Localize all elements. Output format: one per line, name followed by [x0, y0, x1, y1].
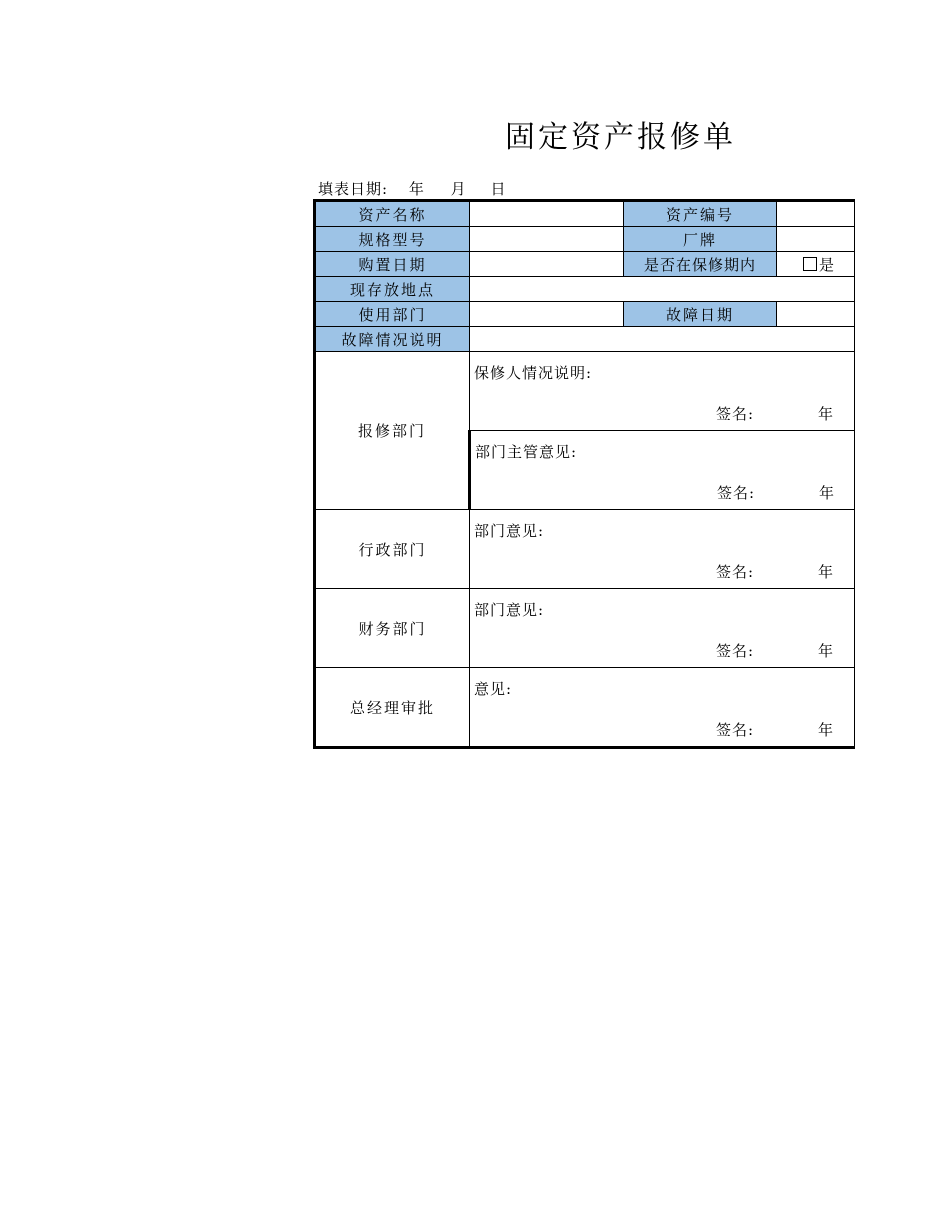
fault-desc-label: 故障情况说明: [315, 327, 470, 352]
fault-desc-field[interactable]: [470, 327, 855, 352]
fill-date-month[interactable]: 月: [450, 180, 466, 198]
brand-field[interactable]: [777, 227, 855, 252]
fill-date-label: 填表日期:: [318, 180, 389, 198]
location-label: 现存放地点: [315, 277, 470, 302]
spec-model-label: 规格型号: [315, 227, 470, 252]
manager-opinion-cell[interactable]: [470, 431, 855, 510]
purchase-date-label: 购置日期: [315, 252, 470, 277]
gm-opinion-label: 意见:: [474, 680, 513, 698]
report-dept-label: 报修部门: [315, 352, 470, 510]
sign-label: 签名:: [716, 563, 755, 581]
asset-no-label: 资产编号: [624, 201, 777, 227]
form-title: 固定资产报修单: [505, 120, 736, 155]
location-field[interactable]: [470, 277, 855, 302]
warranty-checkbox[interactable]: [777, 252, 855, 277]
spec-model-field[interactable]: [470, 227, 624, 252]
fault-date-label: 故障日期: [624, 302, 777, 327]
using-dept-label: 使用部门: [315, 302, 470, 327]
sign-label: 签名:: [716, 642, 755, 660]
admin-opinion-label: 部门意见:: [474, 522, 545, 540]
fault-date-field[interactable]: [777, 302, 855, 327]
checkbox-icon[interactable]: [803, 257, 817, 271]
admin-dept-label: 行政部门: [315, 510, 470, 589]
fill-date-day[interactable]: 日: [490, 180, 506, 198]
fill-date-year[interactable]: 年: [408, 180, 424, 198]
gm-opinion-cell[interactable]: [470, 668, 855, 748]
warranty-yes-label: 是: [819, 255, 835, 274]
asset-name-label: 资产名称: [315, 201, 470, 227]
year-label: 年: [818, 721, 834, 739]
warranty-label: 是否在保修期内: [624, 252, 777, 277]
sign-label: 签名:: [716, 721, 755, 739]
year-label: 年: [818, 405, 834, 423]
finance-opinion-cell[interactable]: [470, 589, 855, 668]
using-dept-field[interactable]: [470, 302, 624, 327]
asset-no-field[interactable]: [777, 201, 855, 227]
sign-label: 签名:: [717, 484, 756, 502]
year-label: 年: [819, 484, 835, 502]
finance-opinion-label: 部门意见:: [474, 601, 545, 619]
year-label: 年: [818, 642, 834, 660]
gm-label: 总经理审批: [315, 668, 470, 748]
manager-opinion-label: 部门主管意见:: [475, 443, 578, 461]
repairer-statement-label: 保修人情况说明:: [474, 364, 593, 382]
year-label: 年: [818, 563, 834, 581]
repair-form-table: [313, 199, 855, 749]
admin-opinion-cell[interactable]: [470, 510, 855, 589]
brand-label: 厂牌: [624, 227, 777, 252]
purchase-date-field[interactable]: [470, 252, 624, 277]
sign-label: 签名:: [716, 405, 755, 423]
finance-dept-label: 财务部门: [315, 589, 470, 668]
repairer-statement-cell[interactable]: [470, 352, 855, 431]
asset-name-field[interactable]: [470, 201, 624, 227]
fill-date-line: [318, 178, 505, 199]
